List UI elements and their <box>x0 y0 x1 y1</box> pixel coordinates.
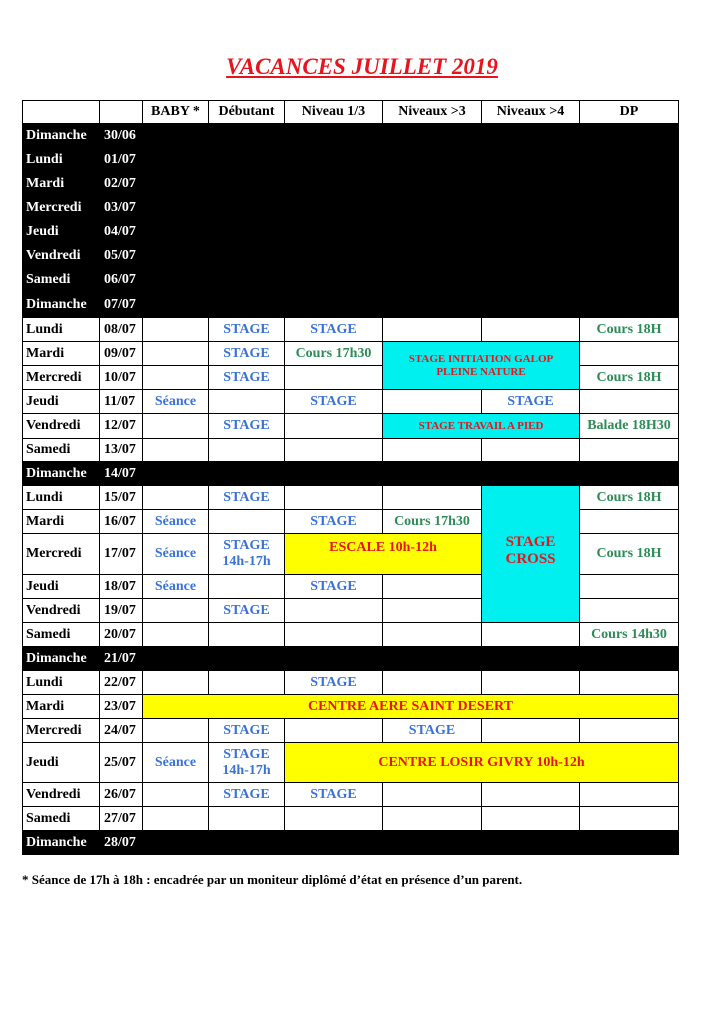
date-label: 13/07 <box>100 439 143 462</box>
empty-cell <box>143 342 209 366</box>
centre-aere-block: CENTRE AERE SAINT DESERT <box>143 695 679 719</box>
day-label: Vendredi <box>22 414 100 439</box>
date-label: 07/07 <box>104 297 136 312</box>
empty-cell <box>580 510 679 534</box>
empty-cell <box>285 486 383 510</box>
empty-cell <box>383 599 482 623</box>
schedule-entry: STAGE 14h-17h <box>209 743 285 783</box>
day-label: Lundi <box>26 152 63 167</box>
schedule-entry: STAGE 14h-17h <box>209 534 285 575</box>
empty-cell <box>209 671 285 695</box>
day-label: Jeudi <box>22 575 100 599</box>
empty-cell <box>482 623 580 647</box>
empty-cell <box>143 719 209 743</box>
empty-cell <box>209 807 285 831</box>
empty-cell <box>285 414 383 439</box>
schedule-entry: STAGE <box>285 390 383 414</box>
schedule-entry: Cours 14h30 <box>580 623 679 647</box>
date-label: 26/07 <box>100 783 143 807</box>
empty-cell <box>580 439 679 462</box>
schedule-entry: STAGE <box>209 366 285 390</box>
schedule-entry: STAGE <box>285 318 383 342</box>
schedule-entry: STAGE <box>209 599 285 623</box>
empty-cell <box>209 575 285 599</box>
day-label: Mardi <box>22 510 100 534</box>
schedule-entry: STAGE <box>482 390 580 414</box>
footnote: * Séance de 17h à 18h : encadrée par un moniteur diplômé d’état en présence d’un parent. <box>22 872 523 887</box>
empty-cell <box>383 486 482 510</box>
empty-cell <box>285 807 383 831</box>
empty-cell <box>580 807 679 831</box>
empty-cell <box>143 486 209 510</box>
schedule-entry: Cours 17h30 <box>285 342 383 366</box>
day-label: Mardi <box>22 342 100 366</box>
schedule-entry: STAGE <box>209 486 285 510</box>
date-label: 30/06 <box>104 128 136 143</box>
empty-cell <box>143 414 209 439</box>
empty-cell <box>482 439 580 462</box>
date-label: 20/07 <box>100 623 143 647</box>
column-header: BABY * <box>143 100 209 124</box>
column-header <box>100 100 143 124</box>
column-header: Débutant <box>209 100 285 124</box>
day-label: Jeudi <box>22 390 100 414</box>
day-label: Samedi <box>22 807 100 831</box>
schedule-entry: STAGE <box>285 575 383 599</box>
schedule-entry: STAGE <box>285 671 383 695</box>
column-header: Niveau 1/3 <box>285 100 383 124</box>
date-label: 05/07 <box>104 248 136 263</box>
empty-cell <box>285 599 383 623</box>
schedule-entry: Séance <box>143 390 209 414</box>
empty-cell <box>482 719 580 743</box>
empty-cell <box>209 390 285 414</box>
column-header: Niveaux >3 <box>383 100 482 124</box>
date-label: 10/07 <box>100 366 143 390</box>
empty-cell <box>285 623 383 647</box>
day-label: Dimanche <box>26 466 87 481</box>
empty-cell <box>580 599 679 623</box>
date-label: 17/07 <box>100 534 143 575</box>
schedule-entry: Séance <box>143 743 209 783</box>
schedule-entry: Cours 17h30 <box>383 510 482 534</box>
empty-cell <box>383 439 482 462</box>
empty-cell <box>580 719 679 743</box>
schedule-entry: STAGE <box>383 719 482 743</box>
empty-cell <box>383 623 482 647</box>
date-label: 16/07 <box>100 510 143 534</box>
empty-cell <box>580 783 679 807</box>
day-label: Vendredi <box>26 248 81 263</box>
empty-cell <box>143 366 209 390</box>
day-label: Mardi <box>26 176 65 191</box>
empty-cell <box>285 366 383 390</box>
date-label: 28/07 <box>104 835 136 850</box>
empty-cell <box>285 719 383 743</box>
schedule-entry: Séance <box>143 510 209 534</box>
day-label: Mercredi <box>26 200 82 215</box>
day-label: Dimanche <box>26 128 87 143</box>
day-label: Dimanche <box>26 835 87 850</box>
day-label: Samedi <box>26 272 71 287</box>
empty-cell <box>383 807 482 831</box>
empty-cell <box>209 623 285 647</box>
schedule-entry: Balade 18H30 <box>580 414 679 439</box>
schedule-entry: STAGE <box>285 510 383 534</box>
empty-cell <box>143 599 209 623</box>
day-label: Mercredi <box>22 534 100 575</box>
date-label: 22/07 <box>100 671 143 695</box>
empty-cell <box>143 623 209 647</box>
page-title: VACANCES JUILLET 2019 <box>226 54 498 79</box>
day-label: Samedi <box>22 623 100 647</box>
schedule-entry: Séance <box>143 575 209 599</box>
empty-cell <box>482 783 580 807</box>
date-label: 09/07 <box>100 342 143 366</box>
day-label: Jeudi <box>22 743 100 783</box>
day-label: Jeudi <box>26 224 59 239</box>
empty-cell <box>580 390 679 414</box>
date-label: 03/07 <box>104 200 136 215</box>
day-label: Mardi <box>22 695 100 719</box>
day-label: Vendredi <box>22 783 100 807</box>
schedule-entry: STAGE <box>209 783 285 807</box>
empty-cell <box>209 439 285 462</box>
date-label: 18/07 <box>100 575 143 599</box>
date-label: 12/07 <box>100 414 143 439</box>
day-label: Mercredi <box>22 366 100 390</box>
day-label: Mercredi <box>22 719 100 743</box>
date-label: 23/07 <box>100 695 143 719</box>
empty-cell <box>383 318 482 342</box>
schedule-entry: STAGE <box>209 342 285 366</box>
schedule-entry: STAGE <box>209 318 285 342</box>
empty-cell <box>143 439 209 462</box>
schedule-entry: STAGE <box>209 719 285 743</box>
empty-cell <box>143 671 209 695</box>
date-label: 14/07 <box>104 466 136 481</box>
stage-initiation-galop: STAGE INITIATION GALOP PLEINE NATURE <box>383 342 580 390</box>
stage-travail-a-pied: STAGE TRAVAIL A PIED <box>383 414 580 439</box>
schedule-entry: Séance <box>143 534 209 575</box>
date-label: 24/07 <box>100 719 143 743</box>
day-label: Dimanche <box>26 651 87 666</box>
empty-cell <box>482 671 580 695</box>
empty-cell <box>143 783 209 807</box>
schedule-entry: Cours 18H <box>580 366 679 390</box>
column-header: Niveaux >4 <box>482 100 580 124</box>
empty-cell <box>383 575 482 599</box>
date-label: 04/07 <box>104 224 136 239</box>
empty-cell <box>580 342 679 366</box>
empty-cell <box>285 439 383 462</box>
date-label: 06/07 <box>104 272 136 287</box>
stage-cross: STAGE CROSS <box>482 486 580 623</box>
escale-block: ESCALE 10h-12h <box>285 534 482 575</box>
day-label: Lundi <box>22 671 100 695</box>
schedule-entry: STAGE <box>209 414 285 439</box>
empty-cell <box>209 510 285 534</box>
schedule-entry: Cours 18H <box>580 534 679 575</box>
empty-cell <box>143 318 209 342</box>
empty-cell <box>383 671 482 695</box>
date-label: 27/07 <box>100 807 143 831</box>
empty-cell <box>580 671 679 695</box>
day-label: Lundi <box>22 318 100 342</box>
day-label: Dimanche <box>26 297 87 312</box>
column-header <box>22 100 100 124</box>
empty-cell <box>580 575 679 599</box>
schedule-entry: STAGE <box>285 783 383 807</box>
empty-cell <box>383 783 482 807</box>
empty-cell <box>482 807 580 831</box>
date-label: 15/07 <box>100 486 143 510</box>
day-label: Samedi <box>22 439 100 462</box>
centre-losir-block: CENTRE LOSIR GIVRY 10h-12h <box>285 743 679 783</box>
day-label: Lundi <box>22 486 100 510</box>
schedule-entry: Cours 18H <box>580 486 679 510</box>
date-label: 08/07 <box>100 318 143 342</box>
empty-cell <box>482 318 580 342</box>
date-label: 25/07 <box>100 743 143 783</box>
empty-cell <box>383 390 482 414</box>
date-label: 21/07 <box>104 651 136 666</box>
column-header: DP <box>580 100 679 124</box>
date-label: 19/07 <box>100 599 143 623</box>
date-label: 01/07 <box>104 152 136 167</box>
schedule-entry: Cours 18H <box>580 318 679 342</box>
date-label: 02/07 <box>104 176 136 191</box>
date-label: 11/07 <box>100 390 143 414</box>
day-label: Vendredi <box>22 599 100 623</box>
empty-cell <box>143 807 209 831</box>
